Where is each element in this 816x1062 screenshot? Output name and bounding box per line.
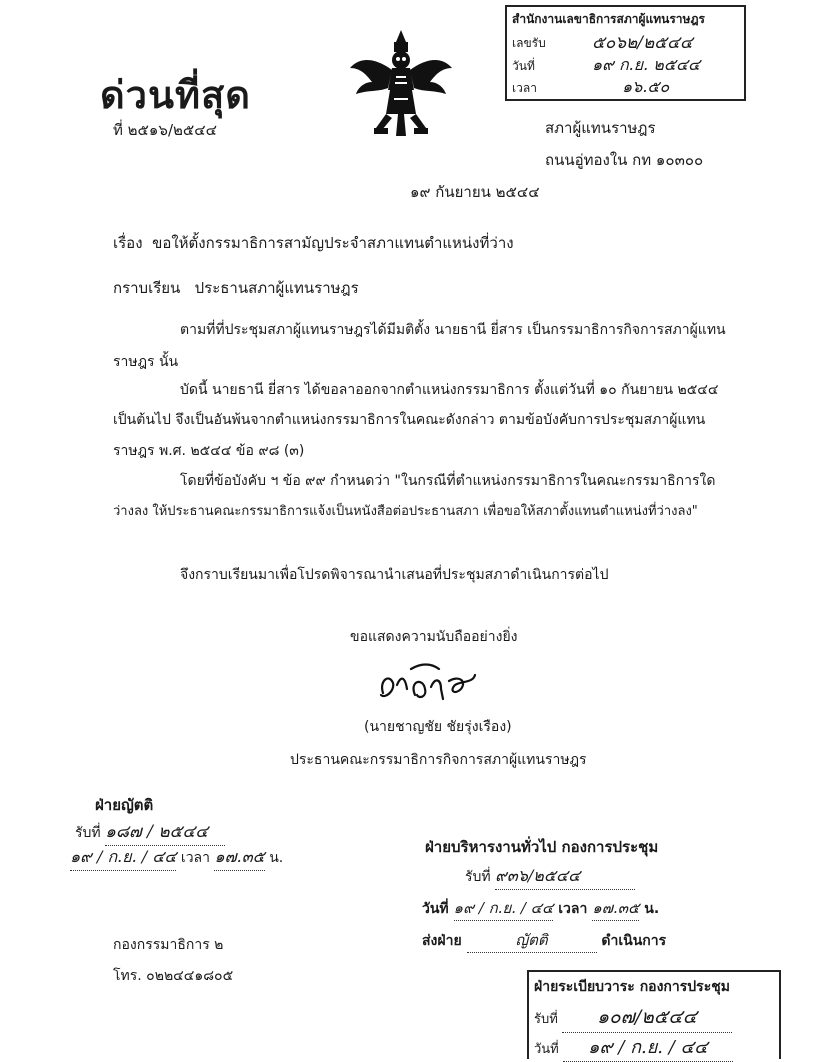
subject-label: เรื่อง [113,234,143,252]
receipt-stamp-time-value: ๑๖.๕๐ [622,77,670,96]
subject-text: ขอให้ตั้งกรรมาธิการสามัญประจำสภาแทนตำแหน่งที่ว่าง [152,234,514,252]
general-admin-stamp [420,832,690,952]
legislative-received-row [75,818,225,846]
signer-title: ประธานคณะกรรมาธิการกิจการสภาผู้แทนราษฎร [290,752,587,768]
agenda-date-row [534,1032,733,1062]
agenda-stamp [527,970,781,1059]
agenda-received-row [534,1002,732,1033]
agenda-date-label: วันที่ [534,1042,559,1057]
salutation-text: ประธานสภาผู้แทนราษฎร [194,279,359,297]
urgency-heading: ด่วนที่สุด [100,73,251,117]
closing-regards: ขอแสดงความนับถืออย่างยิ่ง [350,629,518,645]
paragraph-2-line-3: ราษฎร พ.ศ. ๒๕๔๔ ข้อ ๙๘ (๓) [113,443,305,459]
agenda-date-value: ๑๙ / ก.ย. / ๔๔ [563,1032,733,1062]
general-admin-received-label: รับที่ [465,869,491,885]
footer-phone: โทร. ๐๒๒๔๔๑๘๐๕ [113,968,234,984]
agenda-received-label: รับที่ [534,1012,558,1027]
receipt-stamp-received-label: เลขรับ [512,36,546,50]
receipt-stamp-org: สำนักงานเลขาธิการสภาผู้แทนราษฎร [512,12,705,26]
receipt-stamp-top [505,5,746,101]
receipt-stamp-received-value: ๕๐๖๒/๒๕๔๔ [592,33,693,53]
general-admin-received-row [465,864,635,890]
paragraph-4: จึงกราบเรียนมาเพื่อโปรดพิจารณานำเสนอที่ประชุมสภาดำเนินการต่อไป [180,567,609,583]
general-admin-title: ฝ่ายบริหารงานทั่วไป กองการประชุม [425,838,659,856]
agenda-stamp-title: ฝ่ายระเบียบวาระ กองการประชุม [534,979,730,995]
signature [375,655,485,705]
general-admin-send-row [422,928,666,953]
document-number: ที่ ๒๕๑๖/๒๕๔๔ [113,121,217,139]
general-admin-time-suffix: น. [644,901,660,917]
legislative-time-value: ๑๗.๓๕ [214,845,264,871]
general-admin-send-label: ส่งฝ่าย [422,933,462,949]
paragraph-2-line-1: บัดนี้ นายธานี ยี่สาร ได้ขอลาออกจากตำแหน่งกรรมาธิการ ตั้งแต่วันที่ ๑๐ กันยายน ๒๕๔๔ [180,382,719,398]
legislative-date-row [70,845,283,871]
general-admin-date-label: วันที่ [422,901,449,917]
paragraph-3-line-1: โดยที่ข้อบังคับ ฯ ข้อ ๙๙ กำหนดว่า "ในกรณีที่ตำแหน่งกรรมาธิการในคณะกรรมาธิการใด [180,473,716,489]
agenda-received-value: ๑๐๗/๒๕๔๔ [562,1002,732,1033]
legislative-date-value: ๑๙ / ก.ย. / ๔๔ [70,845,176,871]
salutation-line [113,278,359,298]
paragraph-3-line-2: ว่างลง ให้ประธานคณะกรรมาธิการแจ้งเป็นหนังสือต่อประธานสภา เพื่อขอให้สภาตั้งแทนตำแหน่งที่ว่างลง" [113,504,698,519]
paragraph-2-line-2: เป็นต้นไป จึงเป็นอันพ้นจากตำแหน่งกรรมาธิการในคณะดังกล่าว ตามข้อบังคับการประชุมสภาผู้แทน [113,412,706,428]
general-admin-received-value: ๙๓๖/๒๕๔๔ [495,864,635,890]
general-admin-send-value: ญัตติ [467,928,597,953]
legislative-stamp [70,790,310,880]
receipt-stamp-date-label: วันที่ [512,59,535,73]
legislative-stamp-title: ฝ่ายญัตติ [95,796,154,814]
letter-date: ๑๙ กันยายน ๒๕๔๔ [410,183,540,201]
receipt-stamp-date-value: ๑๙ ก.ย. ๒๕๔๔ [592,55,701,74]
general-admin-date-row [422,896,659,921]
legislative-received-label: รับที่ [75,825,101,841]
general-admin-time-value: ๑๗.๓๕ [592,896,639,921]
sender-org: สภาผู้แทนราษฎร [545,119,656,137]
general-admin-time-label: เวลา [558,901,588,917]
receipt-stamp-time-label: เวลา [512,81,537,95]
paragraph-1-line-2: ราษฎร นั้น [113,354,179,370]
salutation-label: กราบเรียน [113,279,181,297]
legislative-time-suffix: น. [269,850,284,866]
footer-office: กองกรรมาธิการ ๒ [113,937,224,953]
subject-line [113,233,514,253]
sender-address: ถนนอู่ทองใน กท ๑๐๓๐๐ [545,151,704,169]
signer-name: (นายชาญชัย ชัยรุ่งเรือง) [364,719,512,735]
legislative-time-label: เวลา [180,850,210,866]
legislative-received-value: ๑๘๗ / ๒๕๔๔ [105,818,225,846]
general-admin-action-label: ดำเนินการ [601,933,667,949]
garuda-emblem [346,28,456,140]
paragraph-1-line-1: ตามที่ที่ประชุมสภาผู้แทนราษฎรได้มีมติตั้ง นายธานี ยี่สาร เป็นกรรมาธิการกิจการสภาผู้แทน [180,322,726,338]
general-admin-date-value: ๑๙ / ก.ย. / ๔๔ [454,896,554,921]
